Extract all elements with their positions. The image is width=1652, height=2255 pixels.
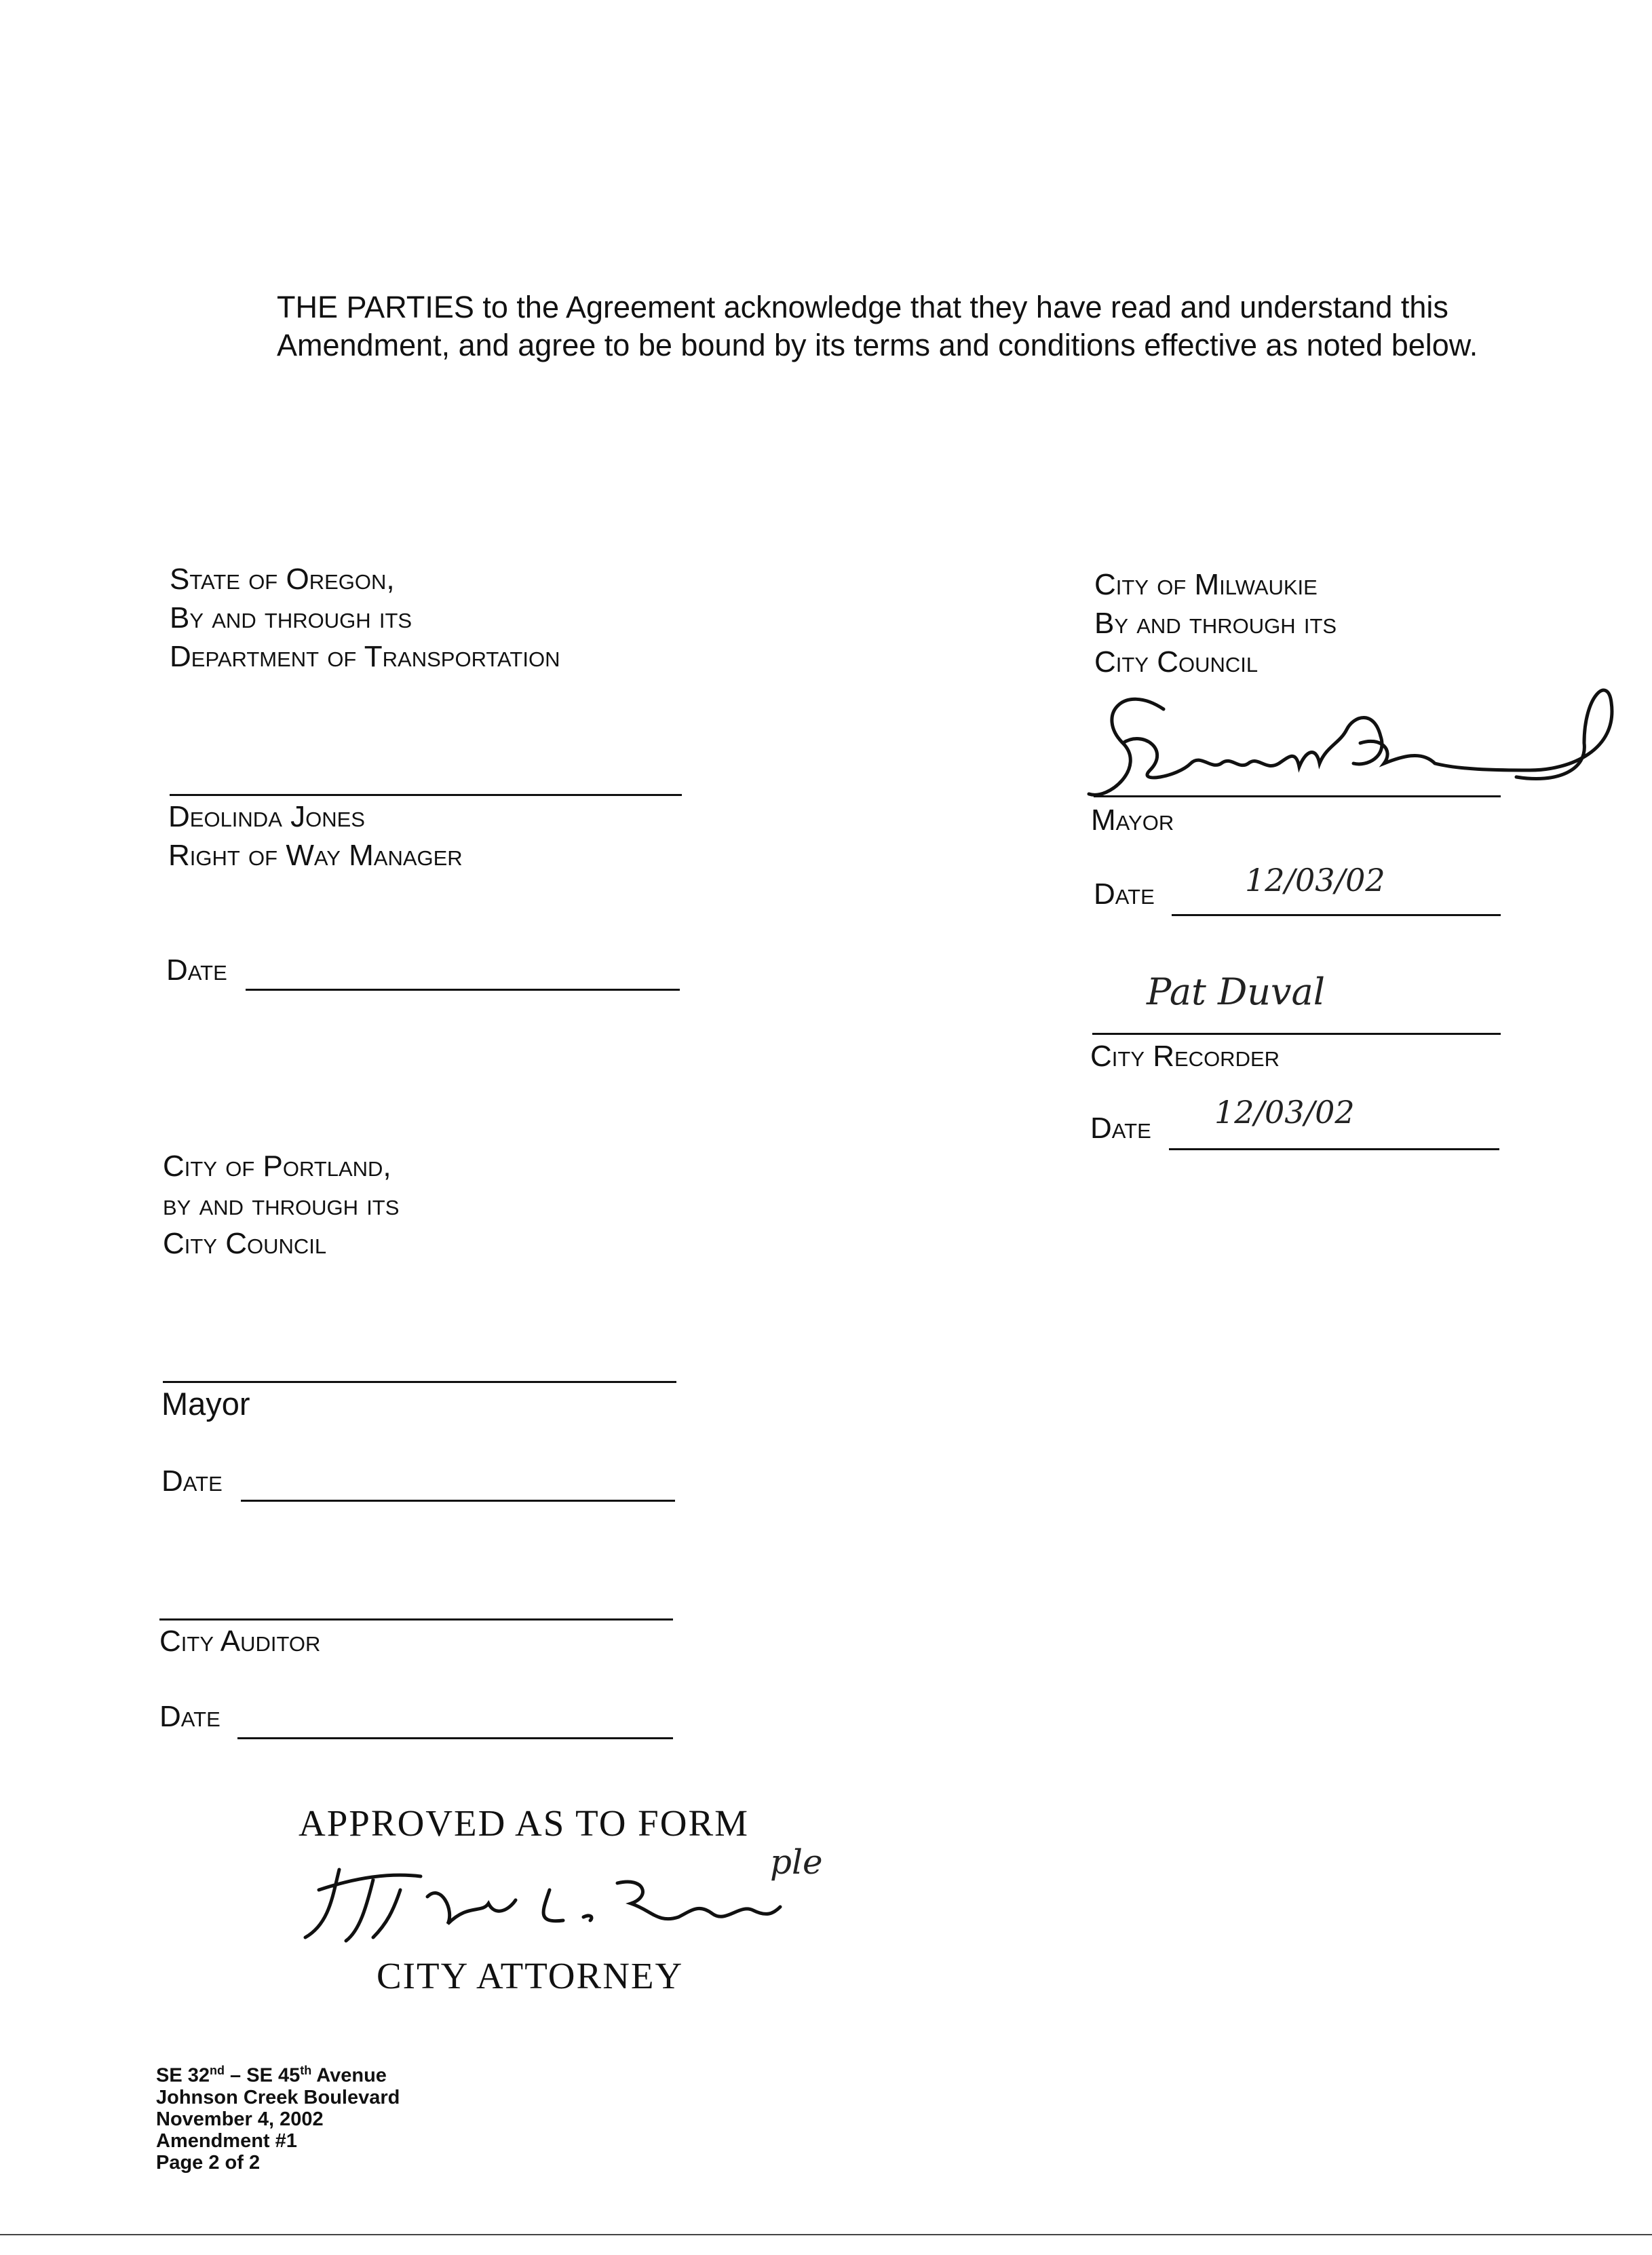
milwaukie-recorder-label: City Recorder [1090,1040,1280,1073]
footer-line-5: Page 2 of 2 [156,2151,261,2174]
page-bottom-rule [0,2234,1652,2235]
oregon-line-3: Department of Transportation [170,640,560,673]
portland-line-3: City Council [163,1227,327,1260]
portland-line-1: City of Portland, [163,1150,391,1183]
portland-auditor-date-line [237,1737,673,1739]
oregon-line-2: By and through its [170,601,412,634]
milwaukie-recorder-date-line [1169,1148,1499,1150]
footer-line-3: November 4, 2002 [156,2108,324,2130]
milwaukie-recorder-date-label: Date [1090,1112,1151,1145]
milwaukie-party-block [1094,565,1337,681]
milwaukie-line-2: By and through its [1094,607,1337,640]
approval-title: CITY ATTORNEY [377,1955,684,1996]
milwaukie-mayor-label: Mayor [1091,803,1174,837]
milwaukie-mayor-date-value: 12/03/02 [1245,862,1385,898]
footer-line-4: Amendment #1 [156,2129,297,2152]
oregon-date-line [246,989,680,991]
portland-auditor-signature-line [159,1618,673,1621]
city-attorney-signature [292,1849,821,1951]
oregon-signer-title: Right of Way Manager [168,839,463,872]
portland-mayor-label: Mayor [161,1386,250,1422]
oregon-party-block [170,560,560,676]
milwaukie-recorder-signature: Pat Duval [1147,970,1326,1013]
oregon-signer-name: Deolinda Jones [168,800,365,833]
milwaukie-mayor-signature [1082,668,1632,804]
milwaukie-recorder-date-value: 12/03/02 [1214,1094,1355,1131]
milwaukie-mayor-date-line [1172,914,1501,916]
oregon-signer-block [168,797,463,875]
milwaukie-mayor-signature-line [1094,795,1501,797]
intro-paragraph: THE PARTIES to the Agreement acknowledge that they have read and understand this Amendment, and agree to be bound by its terms and conditions effective as noted below. [277,290,1478,362]
city-attorney-initials: ple [770,1842,823,1882]
milwaukie-recorder-signature-line [1092,1033,1501,1035]
milwaukie-line-3: City Council [1094,645,1259,679]
portland-party-block [163,1147,399,1263]
oregon-line-1: State of Oregon, [170,563,395,596]
document-footer [156,2060,400,2174]
milwaukie-mayor-date-label: Date [1094,877,1155,911]
footer-line-2: Johnson Creek Boulevard [156,2086,400,2108]
portland-mayor-signature-line [163,1381,676,1383]
portland-auditor-label: City Auditor [159,1625,321,1658]
oregon-signature-line [170,794,682,796]
portland-auditor-date-label: Date [159,1700,220,1733]
portland-mayor-date-line [241,1500,675,1502]
approval-heading: APPROVED AS TO FORM [299,1802,750,1844]
oregon-date-label: Date [166,953,227,987]
portland-line-2: by and through its [163,1188,400,1221]
milwaukie-line-1: City of Milwaukie [1094,568,1318,601]
portland-mayor-date-label: Date [161,1464,223,1498]
footer-line-1: SE 32nd – SE 45th Avenue [156,2064,387,2087]
